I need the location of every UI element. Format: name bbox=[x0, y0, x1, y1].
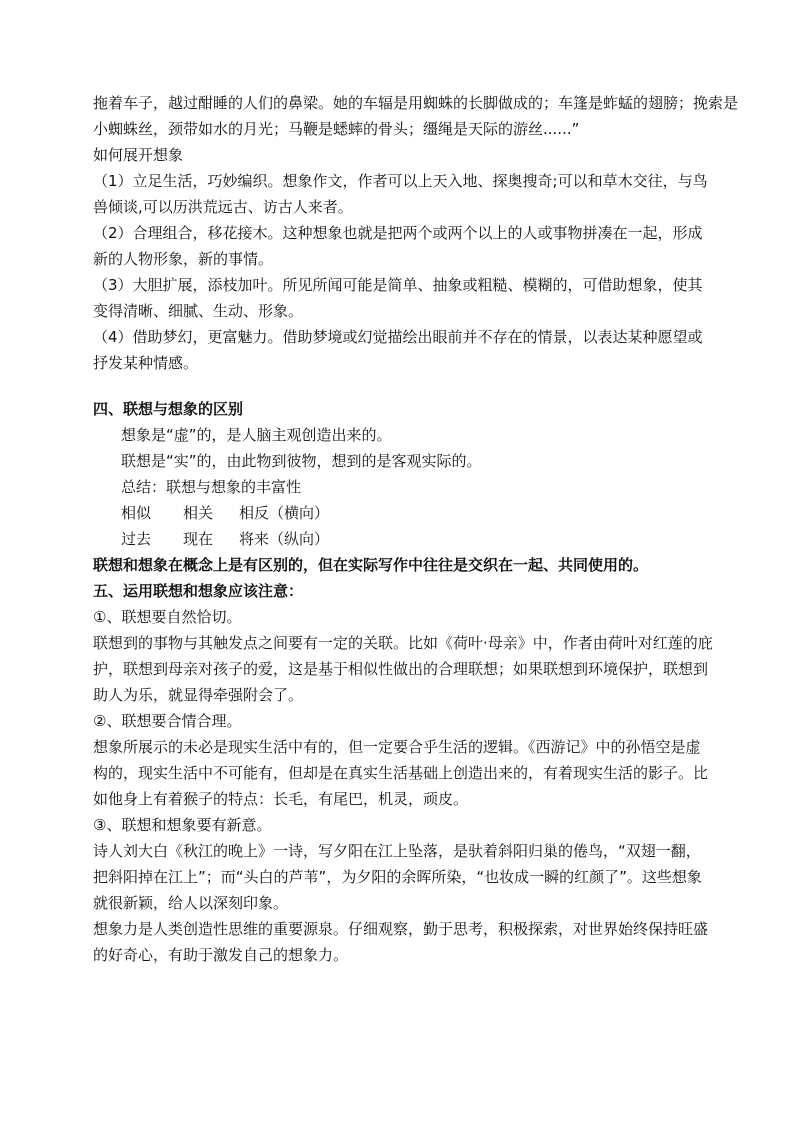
lateral-row bbox=[93, 500, 713, 526]
intro-line-1: 拖着车子，越过酣睡的人们的鼻梁。她的车辐是用蜘蛛的长脚做成的；车篷是蚱蜢的翅膀；挽索是 bbox=[93, 94, 739, 112]
imagination-definition: 想象是“虚”的，是人脑主观创造出来的。 bbox=[121, 426, 392, 444]
vertical-present: 现在 bbox=[183, 530, 214, 548]
lateral-opposite: 相反（横向） bbox=[239, 504, 330, 522]
section5-heading: 五、运用联想和想象应该注意： bbox=[93, 582, 304, 600]
point-1-title: ①、联想要自然恰切。 bbox=[93, 608, 242, 626]
point-3-title: ③、联想和想象要有新意。 bbox=[93, 816, 272, 834]
richness-summary: 总结：联想与想象的丰富性 bbox=[121, 478, 302, 496]
point-2-title: ②、联想要合情合理。 bbox=[93, 712, 242, 730]
section4-conclusion: 联想和想象在概念上是有区别的，但在实际写作中往往是交织在一起、共同使用的。 bbox=[93, 556, 649, 574]
closing-paragraph: 想象力是人类创造性思维的重要源泉。仔细观察，勤于思考，积极探索，对世界始终保持旺盛的好奇心，有助于激发自己的想象力。 bbox=[93, 920, 709, 964]
point-3-text: 诗人刘大白《秋江的晚上》一诗，写夕阳在江上坠落，是驮着斜阳归巢的倦鸟，“双翅一翻，把斜阳掉在江上”；而“头白的芦苇”，为夕阳的余晖所染，“也妆成一瞬的红颜了”。这些想象就很新颖，给人以深刻印象。 bbox=[93, 842, 702, 912]
expand-heading: 如何展开想象 bbox=[93, 146, 184, 164]
point-1-text: 联想到的事物与其触发点之间要有一定的关联。比如《荷叶·母亲》中，作者由荷叶对红莲的庇护，联想到母亲对孩子的爱，这是基于相似性做出的合理联想；如果联想到环境保护，联想到助人为乐，就显得牵强附会了。 bbox=[93, 634, 713, 704]
point-2-text: 想象所展示的未必是现实生活中有的，但一定要合乎生活的逻辑。《西游记》中的孙悟空是虚构的，现实生活中不可能有，但却是在真实生活基础上创造出来的，有着现实生活的影子。比如他身上有着猴子的特点：长毛，有尾巴，机灵，顽皮。 bbox=[93, 738, 709, 808]
section-gap bbox=[93, 376, 713, 396]
expand-item-1: （1）立足生活，巧妙编织。想象作文，作者可以上天入地、探奥搜奇;可以和草木交往，与鸟兽倾谈,可以历洪荒远古、访古人来者。 bbox=[93, 172, 708, 216]
vertical-row bbox=[93, 526, 713, 552]
expand-item-2: （2）合理组合，移花接木。这种想象也就是把两个或两个以上的人或事物拼凑在一起，形成新的人物形象，新的事情。 bbox=[93, 224, 703, 268]
document-page bbox=[93, 90, 739, 968]
expand-item-4: （4）借助梦幻，更富魅力。借助梦境或幻觉描绘出眼前并不存在的情景，以表达某种愿望或抒发某种情感。 bbox=[93, 328, 703, 372]
lateral-similar: 相似 bbox=[121, 504, 152, 522]
lateral-related: 相关 bbox=[183, 504, 214, 522]
section4-heading: 四、联想与想象的区别 bbox=[93, 400, 244, 418]
vertical-past: 过去 bbox=[121, 530, 152, 548]
vertical-future: 将来（纵向） bbox=[239, 530, 330, 548]
association-definition: 联想是“实”的，由此物到彼物，想到的是客观实际的。 bbox=[121, 452, 482, 470]
expand-item-3: （3）大胆扩展，添枝加叶。所见所闻可能是简单、抽象或粗糙、模糊的，可借助想象，使其变得清晰、细腻、生动、形象。 bbox=[93, 276, 703, 320]
intro-line-2: 小蜘蛛丝，颈带如水的月光；马鞭是蟋蟀的骨头；缰绳是天际的游丝......” bbox=[93, 120, 580, 138]
